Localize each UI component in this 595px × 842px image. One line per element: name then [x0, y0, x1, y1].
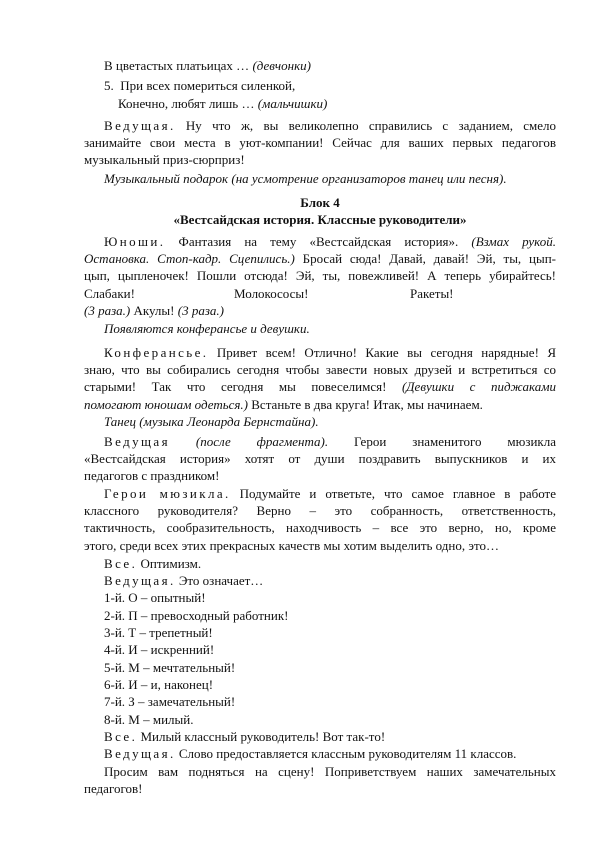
- list-item: 7-й. З – замечательный!: [104, 694, 236, 709]
- list-item: 8-й. М – милый.: [104, 712, 194, 727]
- list-item: 5-й. М – мечтательный!: [104, 660, 236, 675]
- line-host: Ведущая. Слово предоставляется классным руководителям 11 классов.: [104, 746, 517, 761]
- line-host: Ведущая. Это означает…: [104, 573, 264, 588]
- poem-line: Конечно, любят лишь … (мальчишки): [118, 96, 328, 111]
- paragraph-host-conf: Конферансье. Привет всем! Отлично! Какие вы сегодня нарядные! Я знаю, что вы собирались сегодня чтобы завести новых друзей и встретиться со старыми! Так что сегодня мы повеселимся! (Девушки с пиджаками помогают юношам одеться.) Встаньте в два круга! Итак, мы начинаем.: [84, 345, 557, 412]
- stage-note: Музыкальный подарок (на усмотрение организаторов танец или песня).: [104, 171, 507, 186]
- paragraph-boys: Юноши. Фантазия на тему «Вестсайдская история». (Взмах рукой. Остановка. Стоп-кадр. Сцепились.) Бросай сюда! Давай, давай! Эй, ты, цып- цып, цыпленочек! Пошли отсюда! Эй, ты, повежливей! А теперь убирайтесь! Слабаки! Молокососы! Ракеты! (3 раза.) Акулы! (3 раза.): [84, 234, 556, 318]
- list-item: 6-й. И – и, наконец!: [104, 677, 214, 692]
- line-all: Все. Милый классный руководитель! Вот так-то!: [104, 729, 386, 744]
- block-subtitle: «Вестсайдская история. Классные руководители»: [173, 212, 467, 227]
- list-item: 2-й. П – превосходный работник!: [104, 608, 289, 623]
- paragraph-final: Просим вам подняться на сцену! Поприветствуем наших замечательных педагогов!: [84, 764, 556, 797]
- line-all: Все. Оптимизм.: [104, 556, 202, 571]
- stage-note: Танец (музыка Леонарда Бернстайна).: [104, 414, 319, 429]
- paragraph-host-1: Ведущая. Ну что ж, вы великолепно справились с заданием, смело занимайте свои места в уют-компании! Сейчас для ваших первых педагогов музыкальный приз-сюрприз!: [84, 118, 557, 168]
- paragraph-heroes: Герои мюзикла. Подумайте и ответьте, что самое главное в работе классного руководителя? Верно – это собранность, ответственность, тактичность, сообразительность, находчивость – все это верно, но, кроме этого, среди всех этих прекрасных качеств мы хотим выделить одно, это…: [84, 486, 557, 553]
- stage-note: Появляются конферансье и девушки.: [104, 321, 310, 336]
- list-item: 4-й. И – искренний!: [104, 642, 215, 657]
- block-title: Блок 4: [300, 195, 340, 210]
- list-item: 3-й. Т – трепетный!: [104, 625, 213, 640]
- poem-line: 5. При всех помериться силенкой,: [104, 78, 296, 93]
- poem-line: В цветастых платьицах … (девчонки): [104, 58, 311, 73]
- paragraph-host-2: Ведущая (после фрагмента). Герои знаменитого мюзикла «Вестсайдская история» хотят от души поздравить выпускников и их педагогов с праздником!: [84, 434, 557, 484]
- list-item: 1-й. О – опытный!: [104, 590, 206, 605]
